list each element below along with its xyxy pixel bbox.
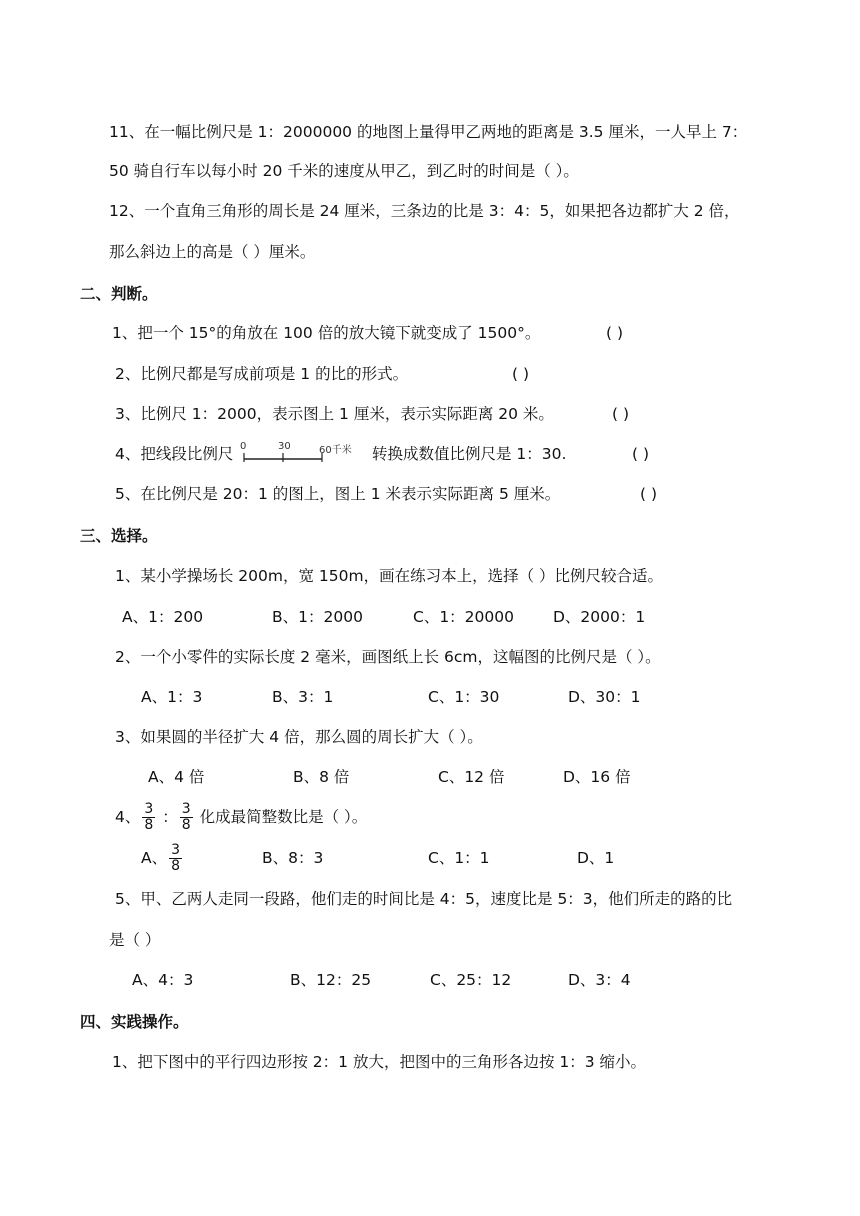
s2-item1: 1、把一个 15°的角放在 100 倍的放大镜下就变成了 1500°。 [112, 324, 541, 342]
s3-q5-line1: 5、甲、乙两人走同一段路，他们走的时间比是 4：5，速度比是 5：3，他们所走的路的比 [115, 890, 733, 908]
s4-q1: 1、把下图中的平行四边形按 2：1 放大，把图中的三角形各边按 1：3 缩小。 [112, 1053, 647, 1071]
s3-q4-opt-d: D、1 [577, 849, 615, 867]
q11-line1: 11、在一幅比例尺是 1：2000000 的地图上量得甲乙两地的距离是 3.5 厘米，一人早上 7： [109, 123, 748, 141]
s3-q2-opt-c: C、1：30 [428, 688, 500, 706]
s3-q1-opt-c: C、1：20000 [413, 608, 514, 626]
s3-q1-opt-a: A、1：200 [122, 608, 204, 626]
s3-q4-opt-c: C、1：1 [428, 849, 490, 867]
s3-q4-prefix: 4、 [115, 808, 141, 826]
s2-item4-prefix: 4、把线段比例尺 [115, 445, 234, 463]
s3-q4-colon: ： [162, 808, 178, 826]
s3-q5-opt-b: B、12：25 [290, 971, 372, 989]
s3-q3-opt-a: A、4 倍 [148, 768, 205, 786]
s3-q3-opt-d: D、16 倍 [563, 768, 631, 786]
s2-item3-paren: ( ) [612, 405, 630, 423]
q12-line1: 12、一个直角三角形的周长是 24 厘米，三条边的比是 3：4：5，如果把各边都扩大 2 倍， [109, 202, 740, 220]
line-scale-figure [238, 440, 362, 468]
s3-q4-opt-a-prefix: A、 [141, 849, 168, 867]
s2-item2-paren: ( ) [512, 365, 530, 383]
fraction-numerator: 3 [144, 801, 154, 817]
s2-item2: 2、比例尺都是写成前项是 1 的比的形式。 [115, 365, 409, 383]
s3-q5-opt-a: A、4：3 [132, 971, 194, 989]
fraction-3-8-a [142, 802, 155, 833]
fraction-3-8-b [180, 802, 193, 833]
fraction-numerator: 3 [181, 801, 191, 817]
s2-item3: 3、比例尺 1：2000，表示图上 1 厘米，表示实际距离 20 米。 [115, 405, 554, 423]
s3-q4 [115, 800, 367, 834]
s3-q5-opt-c: C、25：12 [430, 971, 512, 989]
s2-item5: 5、在比例尺是 20：1 的图上，图上 1 米表示实际距离 5 厘米。 [115, 485, 561, 503]
s3-q5-line2: 是（ ） [109, 931, 161, 949]
s2-item5-paren: ( ) [640, 485, 658, 503]
s3-q5-opt-d: D、3：4 [568, 971, 631, 989]
fraction-numerator: 3 [171, 842, 181, 858]
s3-q4-opt-a [141, 841, 184, 875]
s3-q3-opt-b: B、8 倍 [293, 768, 350, 786]
s3-q4-opt-b: B、8：3 [262, 849, 324, 867]
s3-q2: 2、一个小零件的实际长度 2 毫米，画图纸上长 6cm，这幅图的比例尺是（ ）。 [115, 648, 661, 666]
fraction-denominator: 8 [181, 817, 191, 833]
scale-label-0: 0 [240, 441, 247, 452]
s3-q2-opt-b: B、3：1 [272, 688, 334, 706]
fraction-3-8-c [169, 843, 182, 874]
s3-q1: 1、某小学操场长 200m，宽 150m，画在练习本上，选择（ ）比例尺较合适。 [115, 567, 664, 585]
s2-item4-suffix: 转换成数值比例尺是 1：30. [372, 445, 567, 463]
scale-label-60: 60千米 [319, 445, 352, 456]
s3-q3-opt-c: C、12 倍 [438, 768, 505, 786]
s3-q2-opt-a: A、1：3 [141, 688, 203, 706]
q12-line2: 那么斜边上的高是（ ）厘米。 [109, 243, 316, 261]
s3-q3: 3、如果圆的半径扩大 4 倍，那么圆的周长扩大（ ）。 [115, 728, 483, 746]
section2-title: 二、判断。 [80, 285, 158, 303]
section4-title: 四、实践操作。 [80, 1013, 189, 1031]
scale-label-30: 30 [278, 441, 291, 452]
s3-q1-opt-d: D、2000：1 [553, 608, 646, 626]
section3-title: 三、选择。 [80, 527, 158, 545]
s3-q1-opt-b: B、1：2000 [272, 608, 363, 626]
fraction-denominator: 8 [171, 858, 181, 874]
fraction-denominator: 8 [144, 817, 154, 833]
s2-item1-paren: ( ) [606, 324, 624, 342]
s3-q2-opt-d: D、30：1 [568, 688, 641, 706]
s3-q4-suffix: 化成最简整数比是（ ）。 [199, 808, 368, 826]
s2-item4-paren: ( ) [632, 445, 650, 463]
q11-line2: 50 骑自行车以每小时 20 千米的速度从甲乙，到乙时的时间是（ ）。 [109, 162, 579, 180]
